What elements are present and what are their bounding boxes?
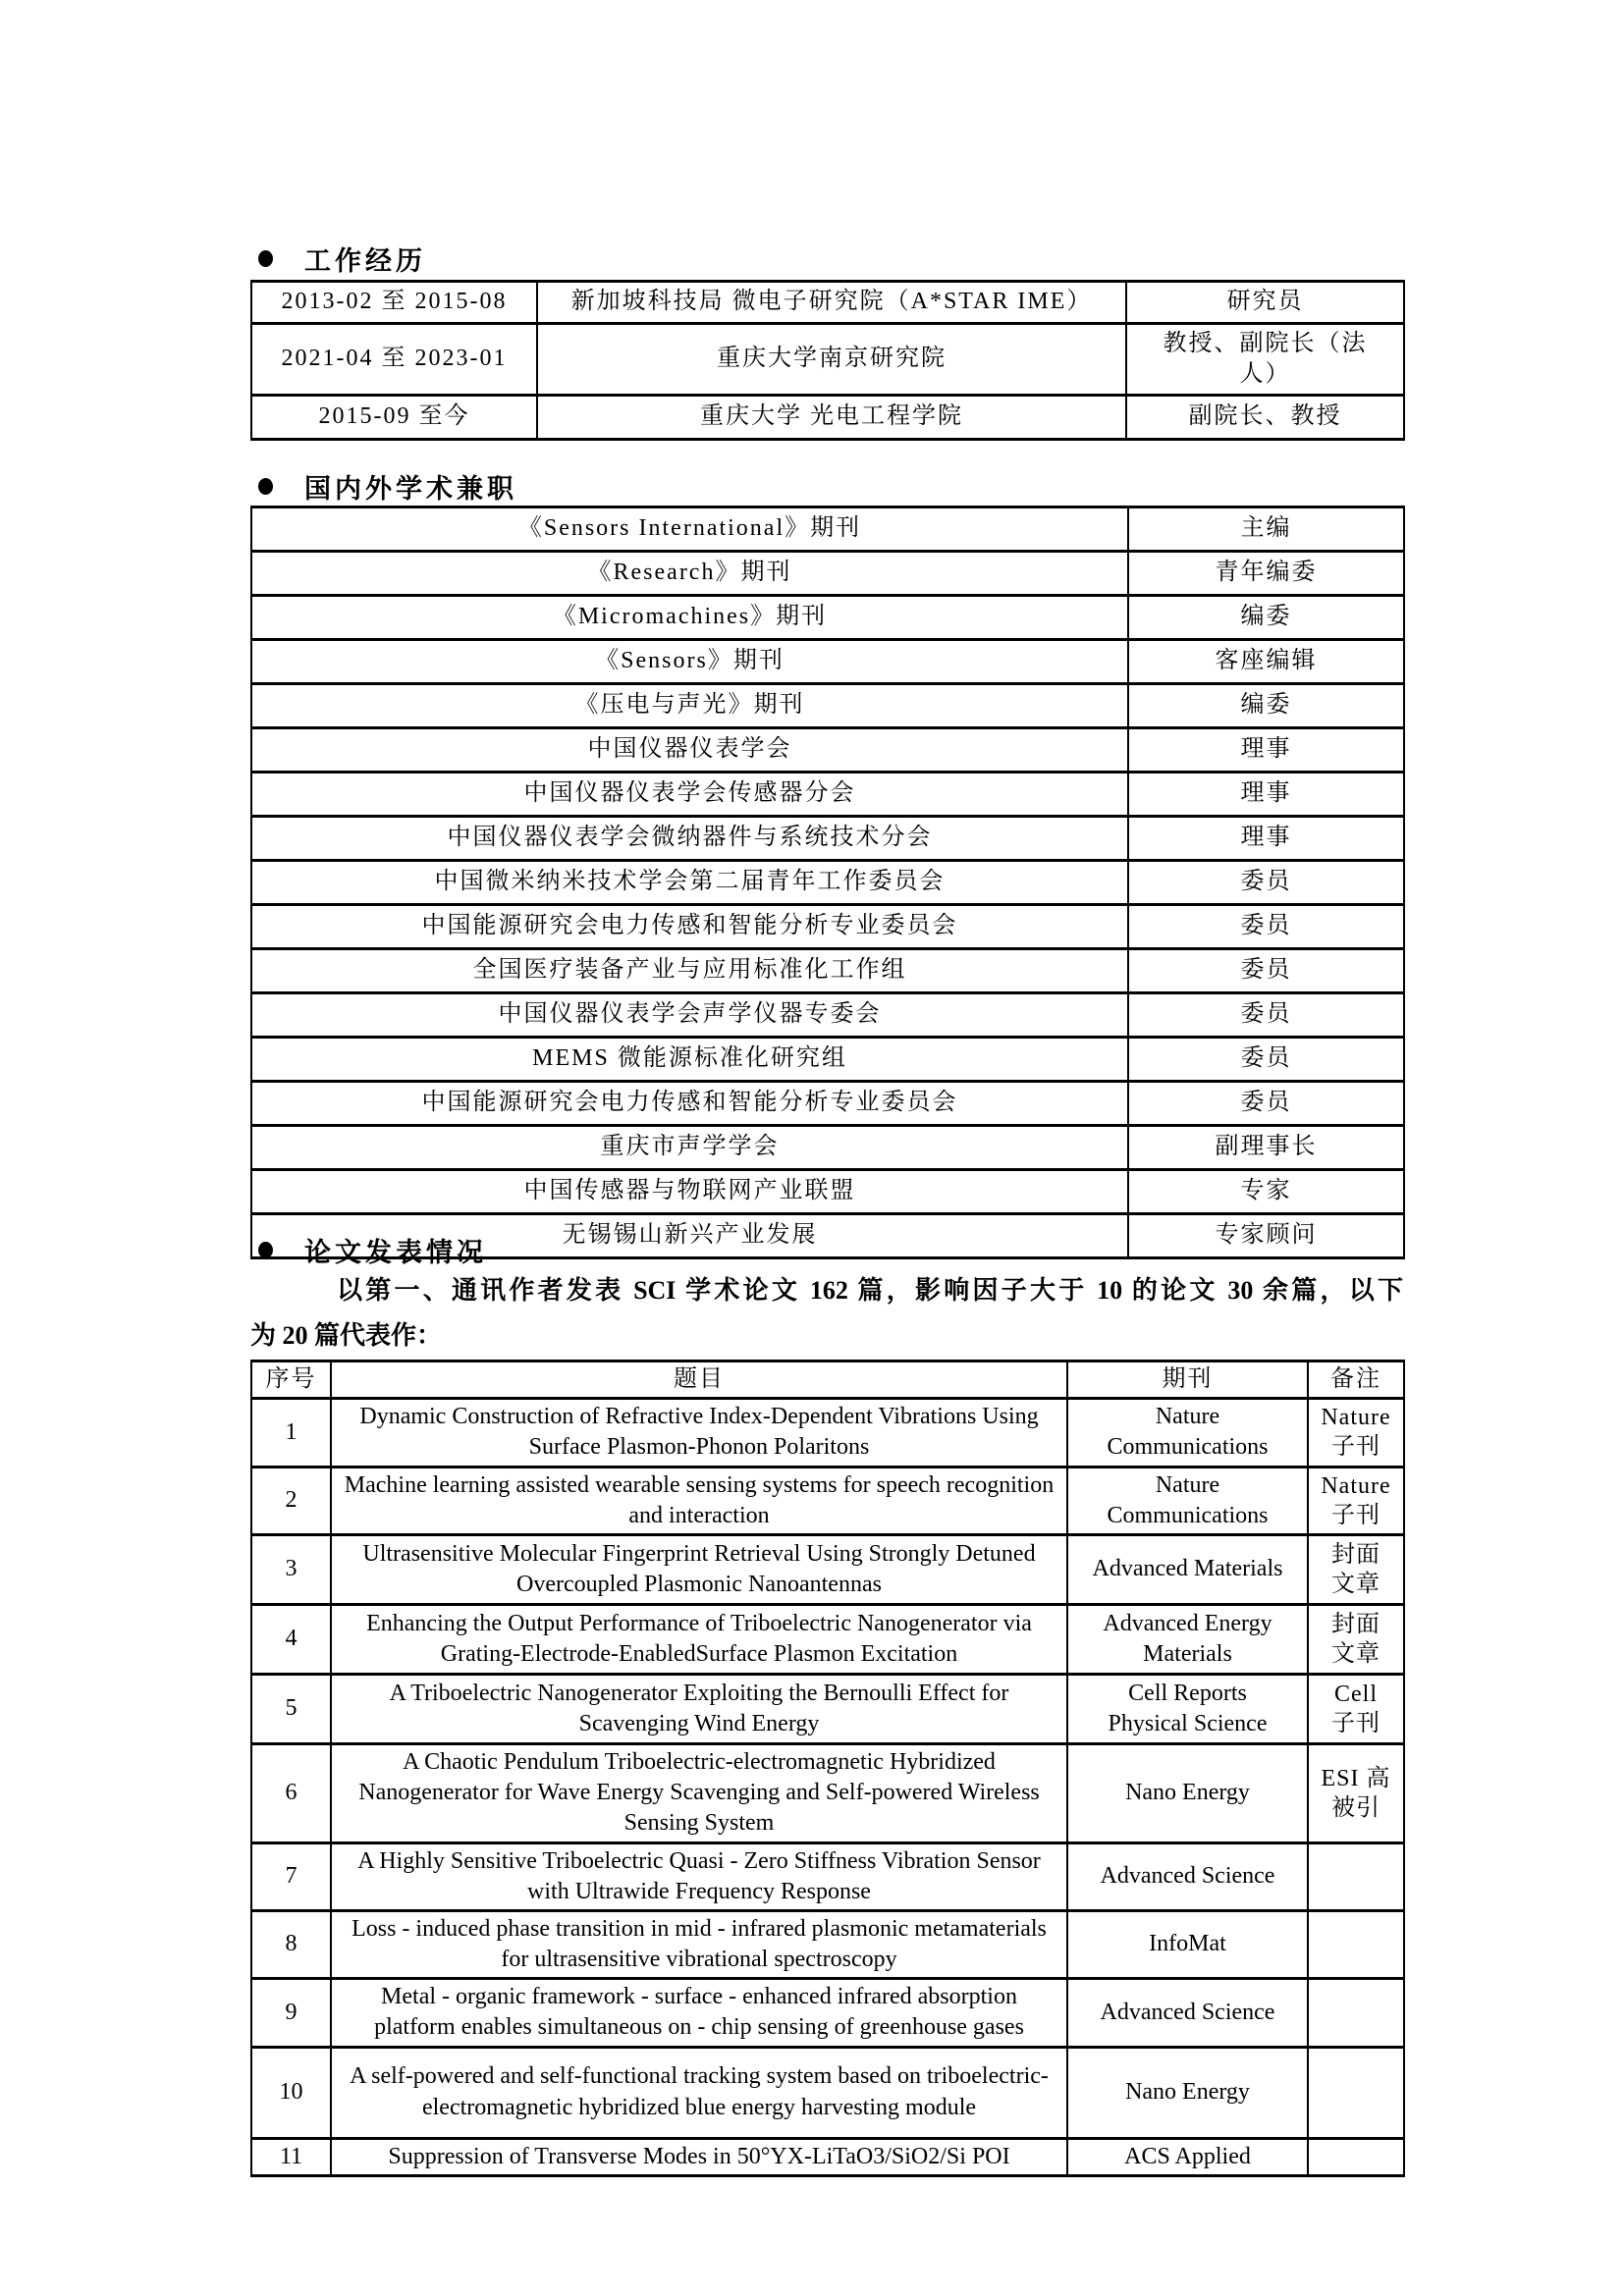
table-row <box>251 684 1404 728</box>
no-cell: 11 <box>251 2138 331 2175</box>
title-cell: Ultrasensitive Molecular Fingerprint Retrieval Using Strongly Detuned Overcoupled Plasmonic Nanoantennas <box>331 1534 1067 1604</box>
journal-cell: Nature Communications <box>1067 1467 1308 1534</box>
title-cell: Dynamic Construction of Refractive Index-Dependent Vibrations Using Surface Plasmon-Phonon Polaritons <box>331 1399 1067 1467</box>
role-cell: 委员 <box>1128 905 1404 949</box>
note-cell: Cell 子刊 <box>1308 1674 1404 1743</box>
role-cell: 委员 <box>1128 993 1404 1038</box>
org-cell: 中国仪器仪表学会传感器分会 <box>251 773 1128 817</box>
role-cell: 客座编辑 <box>1128 640 1404 684</box>
section-heading-publications <box>250 1231 1403 1269</box>
no-cell: 6 <box>251 1743 331 1842</box>
header-note: 备注 <box>1308 1362 1404 1399</box>
table-row <box>251 1170 1404 1214</box>
table-row <box>251 1534 1404 1604</box>
role-cell: 委员 <box>1128 1038 1404 1082</box>
note-cell <box>1308 1842 1404 1910</box>
journal-cell: Advanced Materials <box>1067 1534 1308 1604</box>
table-row <box>251 1082 1404 1126</box>
bullet-icon <box>258 1242 273 1258</box>
role-cell: 研究员 <box>1126 282 1404 324</box>
org-cell: 中国仪器仪表学会 <box>251 728 1128 773</box>
table-row <box>251 773 1404 817</box>
publications-table <box>250 1360 1405 2177</box>
title-cell: A Triboelectric Nanogenerator Exploiting the Bernoulli Effect for Scavenging Wind Energy <box>331 1674 1067 1743</box>
note-cell: Nature 子刊 <box>1308 1467 1404 1534</box>
bullet-icon <box>258 250 273 267</box>
table-row <box>251 324 1404 396</box>
title-cell: A Chaotic Pendulum Triboelectric-electromagnetic Hybridized Nanogenerator for Wave Energy Scavenging and Self-powered Wireless Sensing System <box>331 1743 1067 1842</box>
table-row <box>251 282 1404 324</box>
title-cell: Machine learning assisted wearable sensing systems for speech recognition and interaction <box>331 1467 1067 1534</box>
journal-cell: Cell Reports Physical Science <box>1067 1674 1308 1743</box>
table-row <box>251 2138 1404 2175</box>
org-cell: 《Research》期刊 <box>251 552 1128 596</box>
table-row <box>251 1399 1404 1467</box>
table-row <box>251 1910 1404 1978</box>
table-row <box>251 507 1404 552</box>
table-row <box>251 1604 1404 1674</box>
section-heading-work <box>250 240 1403 278</box>
role-cell: 专家 <box>1128 1170 1404 1214</box>
period-cell: 2013-02 至 2015-08 <box>251 282 537 324</box>
role-cell: 副院长、教授 <box>1126 396 1404 440</box>
role-cell: 编委 <box>1128 684 1404 728</box>
publications-intro-line2: 为 20 篇代表作： <box>250 1321 443 1350</box>
note-cell: 封面文章 <box>1308 1534 1404 1604</box>
role-cell: 委员 <box>1128 1082 1404 1126</box>
journal-cell: Advanced Science <box>1067 1842 1308 1910</box>
publications-intro-line1: 以第一、通讯作者发表 SCI 学术论文 162 篇，影响因子大于 10 的论文 30 余篇，以下 <box>337 1276 1403 1305</box>
journal-cell: Nano Energy <box>1067 1743 1308 1842</box>
no-cell: 3 <box>251 1534 331 1604</box>
note-cell <box>1308 2138 1404 2175</box>
note-cell <box>1308 2047 1404 2138</box>
table-row <box>251 728 1404 773</box>
org-cell: 《Sensors》期刊 <box>251 640 1128 684</box>
org-cell: 重庆大学南京研究院 <box>537 324 1126 396</box>
role-cell: 副理事长 <box>1128 1126 1404 1170</box>
table-header-row <box>251 1362 1404 1399</box>
role-cell: 理事 <box>1128 773 1404 817</box>
org-cell: 新加坡科技局 微电子研究院（A*STAR IME） <box>537 282 1126 324</box>
note-cell <box>1308 1910 1404 1978</box>
note-cell: ESI 高被引 <box>1308 1743 1404 1842</box>
table-row <box>251 1979 1404 2047</box>
table-row <box>251 396 1404 440</box>
table-row <box>251 640 1404 684</box>
journal-cell: ACS Applied <box>1067 2138 1308 2175</box>
role-cell: 编委 <box>1128 596 1404 640</box>
role-cell: 委员 <box>1128 861 1404 905</box>
table-row <box>251 993 1404 1038</box>
journal-cell: Nature Communications <box>1067 1399 1308 1467</box>
section-title-work: 工作经历 <box>304 246 426 276</box>
journal-cell: Advanced Science <box>1067 1979 1308 2047</box>
section-heading-affiliations <box>250 467 1403 506</box>
role-cell: 理事 <box>1128 817 1404 861</box>
role-cell: 教授、副院长（法人） <box>1126 324 1404 396</box>
table-row <box>251 1743 1404 1842</box>
org-cell: 全国医疗装备产业与应用标准化工作组 <box>251 949 1128 993</box>
table-row <box>251 1126 1404 1170</box>
table-row <box>251 1842 1404 1910</box>
org-cell: 中国能源研究会电力传感和智能分析专业委员会 <box>251 1082 1128 1126</box>
table-row <box>251 552 1404 596</box>
table-row <box>251 905 1404 949</box>
title-cell: A Highly Sensitive Triboelectric Quasi - Zero Stiffness Vibration Sensor with Ultrawide Frequency Response <box>331 1842 1067 1910</box>
bullet-icon <box>258 478 273 495</box>
title-cell: Suppression of Transverse Modes in 50°YX-LiTaO3/SiO2/Si POI <box>331 2138 1067 2175</box>
org-cell: 中国仪器仪表学会声学仪器专委会 <box>251 993 1128 1038</box>
section-title-affiliations: 国内外学术兼职 <box>304 474 517 504</box>
journal-cell: InfoMat <box>1067 1910 1308 1978</box>
affiliations-table <box>250 506 1405 1259</box>
journal-cell: Nano Energy <box>1067 2047 1308 2138</box>
org-cell: 重庆市声学学会 <box>251 1126 1128 1170</box>
role-cell: 理事 <box>1128 728 1404 773</box>
no-cell: 1 <box>251 1399 331 1467</box>
journal-cell: Advanced Energy Materials <box>1067 1604 1308 1674</box>
header-title: 题目 <box>331 1362 1067 1399</box>
section-title-publications: 论文发表情况 <box>304 1238 487 1267</box>
table-row <box>251 1038 1404 1082</box>
title-cell: Enhancing the Output Performance of Triboelectric Nanogenerator via Grating-Electrode-EnabledSurface Plasmon Excitation <box>331 1604 1067 1674</box>
no-cell: 10 <box>251 2047 331 2138</box>
no-cell: 9 <box>251 1979 331 2047</box>
note-cell <box>1308 1979 1404 2047</box>
table-row <box>251 1467 1404 1534</box>
no-cell: 8 <box>251 1910 331 1978</box>
title-cell: Loss - induced phase transition in mid - infrared plasmonic metamaterials for ultrasensitive vibrational spectroscopy <box>331 1910 1067 1978</box>
org-cell: 无锡锡山新兴产业发展 <box>251 1214 1128 1258</box>
role-cell: 青年编委 <box>1128 552 1404 596</box>
period-cell: 2015-09 至今 <box>251 396 537 440</box>
table-row <box>251 949 1404 993</box>
work-experience-table <box>250 280 1405 441</box>
org-cell: 中国微米纳米技术学会第二届青年工作委员会 <box>251 861 1128 905</box>
no-cell: 4 <box>251 1604 331 1674</box>
role-cell: 委员 <box>1128 949 1404 993</box>
period-cell: 2021-04 至 2023-01 <box>251 324 537 396</box>
header-no: 序号 <box>251 1362 331 1399</box>
table-row <box>251 861 1404 905</box>
note-cell: 封面文章 <box>1308 1604 1404 1674</box>
no-cell: 2 <box>251 1467 331 1534</box>
table-row <box>251 817 1404 861</box>
table-row <box>251 1674 1404 1743</box>
org-cell: 《压电与声光》期刊 <box>251 684 1128 728</box>
no-cell: 5 <box>251 1674 331 1743</box>
org-cell: 中国传感器与物联网产业联盟 <box>251 1170 1128 1214</box>
publications-intro <box>250 1268 1403 1359</box>
table-row <box>251 596 1404 640</box>
role-cell: 专家顾问 <box>1128 1214 1404 1258</box>
org-cell: 中国能源研究会电力传感和智能分析专业委员会 <box>251 905 1128 949</box>
org-cell: 中国仪器仪表学会微纳器件与系统技术分会 <box>251 817 1128 861</box>
title-cell: A self-powered and self-functional tracking system based on triboelectric-electromagnetic hybridized blue energy harvesting module <box>331 2047 1067 2138</box>
org-cell: 重庆大学 光电工程学院 <box>537 396 1126 440</box>
header-journal: 期刊 <box>1067 1362 1308 1399</box>
org-cell: MEMS 微能源标准化研究组 <box>251 1038 1128 1082</box>
table-row <box>251 2047 1404 2138</box>
note-cell: Nature 子刊 <box>1308 1399 1404 1467</box>
org-cell: 《Sensors International》期刊 <box>251 507 1128 552</box>
org-cell: 《Micromachines》期刊 <box>251 596 1128 640</box>
role-cell: 主编 <box>1128 507 1404 552</box>
no-cell: 7 <box>251 1842 331 1910</box>
title-cell: Metal - organic framework - surface - enhanced infrared absorption platform enables simultaneous on - chip sensing of greenhouse gases <box>331 1979 1067 2047</box>
